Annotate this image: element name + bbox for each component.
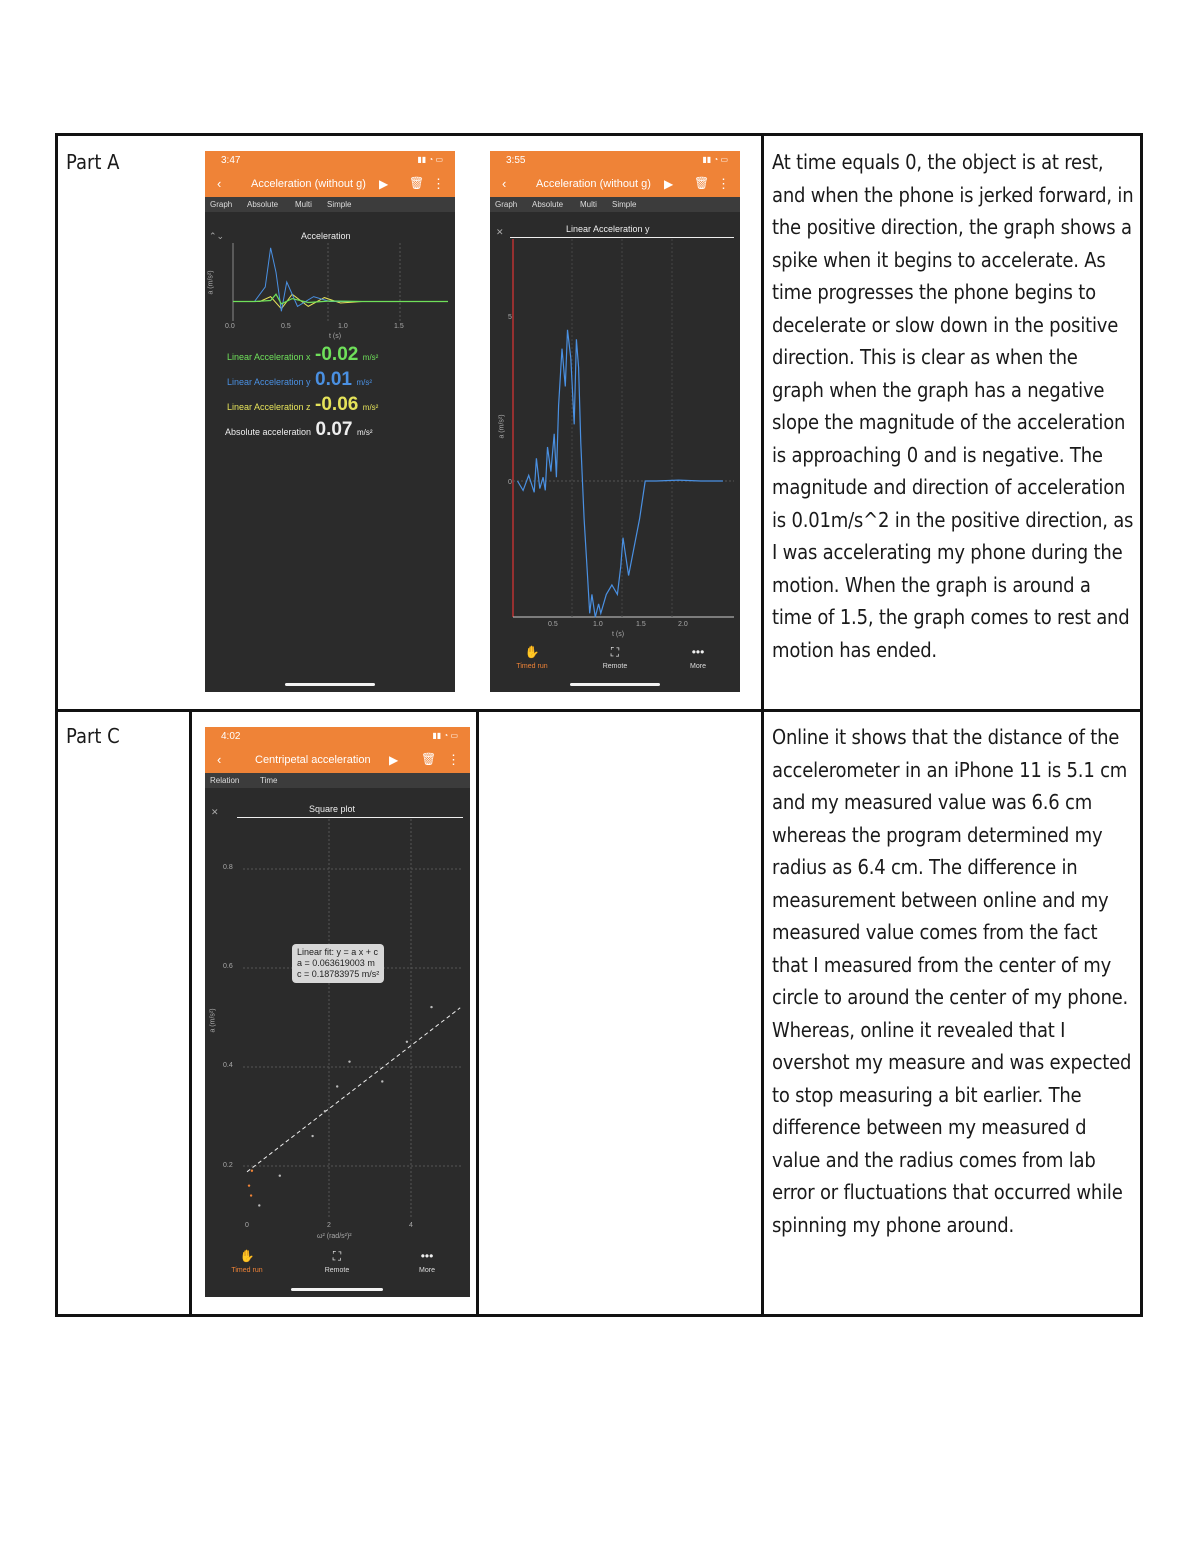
signal-wifi-battery-icon: ▮▮ ◔ ▭ <box>432 731 458 740</box>
y-axis-label: a (m/s²) <box>498 414 506 439</box>
part-c-explanation: Online it shows that the distance of the accelerometer in an iPhone 11 is 5.1 cm and my measured value was 6.6 cm whereas the program determined my radius as 6.4 cm. The difference in measurement between online and my measured value comes from the fact that I measured from the center of my circle to around the center of my phone. Whereas, online it revealed that I overshot my measure and was expected to stop measuring a bit earlier. The difference between my measured d value and the radius comes from lab error or fluctuations that occurred while spinning my phone around. <box>772 725 1132 1237</box>
data-point <box>258 1204 260 1206</box>
footer-remote[interactable]: Remote <box>324 1267 350 1274</box>
data-point <box>381 1080 383 1082</box>
row-label-part-a: Part A <box>66 150 120 174</box>
x-axis-label: ω² (rad/s²)² <box>317 1233 352 1240</box>
status-time: 4:02 <box>221 731 241 742</box>
trash-icon[interactable]: 🗑 <box>694 176 710 190</box>
table-border-right <box>1140 133 1143 1317</box>
app-bar <box>490 171 740 197</box>
x-tick-1: 0.5 <box>281 323 291 330</box>
home-indicator <box>291 1288 383 1291</box>
grid <box>243 819 463 1219</box>
chart-title-underline <box>237 817 463 818</box>
footer-timed-run[interactable]: Timed run <box>516 663 548 670</box>
signal-wifi-battery-icon: ▮▮ ◔ ▭ <box>417 155 443 164</box>
remote-icon[interactable]: ⛶ <box>610 645 620 659</box>
back-icon[interactable]: ‹ <box>217 176 222 191</box>
tab-simple[interactable]: Simple <box>327 200 352 209</box>
data-point <box>406 1041 408 1043</box>
x-tick-2: 1.5 <box>636 621 646 628</box>
value-unit-z: m/s² <box>362 403 379 412</box>
x-tick-0: 0.0 <box>225 323 235 330</box>
chart-title: Linear Acceleration y <box>566 224 650 234</box>
tab-multi[interactable]: Multi <box>295 200 312 209</box>
remote-icon[interactable]: ⛶ <box>332 1249 342 1263</box>
status-bar <box>205 151 455 171</box>
value-number-z: -0.06 <box>315 394 359 415</box>
x-tick-1: 2 <box>327 1222 331 1229</box>
expand-icon[interactable]: ⌃⌄ <box>209 231 225 241</box>
status-bar <box>490 151 740 171</box>
more-vert-icon[interactable]: ⋮ <box>432 176 445 191</box>
data-point <box>348 1060 350 1062</box>
tab-multi[interactable]: Multi <box>580 200 597 209</box>
value-row-y <box>227 369 372 391</box>
footer-more[interactable]: More <box>690 663 706 670</box>
x-tick-1: 1.0 <box>593 621 603 628</box>
value-number-y: 0.01 <box>315 369 352 390</box>
y-tick-1: 0.6 <box>223 963 233 970</box>
more-vert-icon[interactable]: ⋮ <box>447 752 460 767</box>
status-time: 3:55 <box>506 155 526 166</box>
x-tick-2: 1.0 <box>338 323 348 330</box>
y-tick-2: 0.4 <box>223 1062 233 1069</box>
acceleration-chart <box>230 243 452 323</box>
trash-icon[interactable]: 🗑 <box>421 752 437 766</box>
trash-icon[interactable]: 🗑 <box>409 176 425 190</box>
x-tick-0: 0 <box>245 1222 249 1229</box>
part-a-explanation: At time equals 0, the object is at rest, and when the phone is jerked forward, in the positive direction, the graph shows a spike when it begins to accelerate. As time progresses the phone begins to decelerate or slow down in the positive direction. This is clear as when the graph when the graph has a negative slope the magnitude of the acceleration is approaching 0 and is negative. The magnitude and direction of acceleration is 0.01m/s^2 in the positive direction, as I was accelerating my phone during the motion. When the graph is around a time of 1.5, the graph comes to rest and motion has ended. <box>772 150 1134 662</box>
screenshot-linear-acceleration-y <box>490 151 740 692</box>
data-point <box>311 1135 313 1137</box>
tab-absolute[interactable]: Absolute <box>532 200 564 209</box>
table-border-middle <box>55 709 1143 712</box>
chart-title-underline <box>510 237 734 238</box>
table-border-left <box>55 133 58 1317</box>
data-point <box>336 1085 338 1087</box>
footer-timed-run[interactable]: Timed run <box>231 1267 263 1274</box>
screenshot-acceleration-multi <box>205 151 455 692</box>
status-bar <box>205 727 470 747</box>
table-border-top <box>55 133 1143 136</box>
data-point <box>279 1175 281 1177</box>
table-border-bottom <box>55 1314 1143 1317</box>
footer-more[interactable]: More <box>419 1267 435 1274</box>
tab-bar <box>490 197 740 212</box>
play-icon[interactable]: ▶ <box>379 177 389 191</box>
app-bar <box>205 747 470 773</box>
tab-graph[interactable]: Graph <box>495 200 518 209</box>
home-indicator <box>285 683 375 686</box>
x-axis-label: t (s) <box>612 631 625 638</box>
app-title: Centripetal acceleration <box>255 754 371 766</box>
fit-intercept: c = 0.18783975 m/s² <box>297 969 380 979</box>
value-row-abs <box>225 419 373 441</box>
y-axis-label: a (m/s²) <box>209 1008 217 1033</box>
x-tick-3: 2.0 <box>678 621 688 628</box>
value-number-x: -0.02 <box>315 344 359 365</box>
back-icon[interactable]: ‹ <box>502 176 507 191</box>
tab-bar <box>205 773 470 788</box>
chart-title: Square plot <box>309 804 356 814</box>
tab-graph[interactable]: Graph <box>210 200 233 209</box>
value-row-z <box>227 394 378 416</box>
x-tick-0: 0.5 <box>548 621 558 628</box>
value-unit-y: m/s² <box>356 378 373 387</box>
footer-remote[interactable]: Remote <box>602 663 628 670</box>
play-icon[interactable]: ▶ <box>664 177 674 191</box>
table-border-row2-a <box>189 709 192 1317</box>
x-tick-2: 4 <box>409 1222 413 1229</box>
square-plot-chart <box>243 819 465 1219</box>
more-icon[interactable]: ••• <box>691 645 705 659</box>
more-vert-icon[interactable]: ⋮ <box>717 176 730 191</box>
collapse-icon[interactable]: ✕ <box>211 807 219 817</box>
fit-equation: Linear fit: y = a x + c <box>297 947 379 957</box>
hand-icon[interactable]: ✋ <box>239 1249 255 1263</box>
tab-relation[interactable]: Relation <box>210 776 240 785</box>
value-label-z: Linear Acceleration z <box>227 402 311 412</box>
data-point <box>250 1194 252 1196</box>
tab-simple[interactable]: Simple <box>612 200 637 209</box>
value-label-abs: Absolute acceleration <box>225 427 312 437</box>
app-title: Acceleration (without g) <box>536 178 651 190</box>
value-label-y: Linear Acceleration y <box>227 377 311 387</box>
value-number-abs: 0.07 <box>315 419 353 440</box>
data-point <box>251 1170 253 1172</box>
home-indicator <box>570 683 660 686</box>
back-icon[interactable]: ‹ <box>217 752 222 767</box>
y-tick-0: 0 <box>508 479 512 486</box>
fit-line <box>247 1008 460 1172</box>
fit-slope: a = 0.063619003 m <box>297 958 375 968</box>
y-axis-label: a (m/s²) <box>207 270 215 295</box>
row-label-part-c: Part C <box>66 724 120 748</box>
value-unit-x: m/s² <box>362 353 379 362</box>
chart-title: Acceleration <box>301 231 351 241</box>
tab-absolute[interactable]: Absolute <box>247 200 279 209</box>
y-tick-3: 0.2 <box>223 1162 233 1169</box>
value-unit-abs: m/s² <box>356 428 373 437</box>
screenshot-centripetal-acceleration <box>205 727 470 1297</box>
series-line-y <box>518 330 723 617</box>
data-point <box>248 1184 250 1186</box>
play-icon[interactable]: ▶ <box>389 753 399 767</box>
hand-icon[interactable]: ✋ <box>524 645 540 659</box>
collapse-icon[interactable]: ✕ <box>496 227 504 237</box>
app-title: Acceleration (without g) <box>251 178 366 190</box>
y-tick-5: 5 <box>508 314 512 321</box>
signal-wifi-battery-icon: ▮▮ ◔ ▭ <box>702 155 728 164</box>
y-tick-0: 0.8 <box>223 864 233 871</box>
app-bar <box>205 171 455 197</box>
table-border-col-text <box>761 133 764 1317</box>
linear-fit-box <box>292 944 384 983</box>
linear-acceleration-chart <box>512 239 734 619</box>
x-tick-3: 1.5 <box>394 323 404 330</box>
x-axis-label: t (s) <box>329 333 342 340</box>
more-icon[interactable]: ••• <box>420 1249 434 1263</box>
data-point <box>324 1110 326 1112</box>
table-border-row2-b <box>476 709 479 1317</box>
value-label-x: Linear Acceleration x <box>227 352 311 362</box>
status-time: 3:47 <box>221 155 241 166</box>
value-row-x <box>227 344 378 366</box>
tab-time[interactable]: Time <box>260 776 278 785</box>
data-point <box>430 1006 432 1008</box>
tab-bar <box>205 197 455 212</box>
